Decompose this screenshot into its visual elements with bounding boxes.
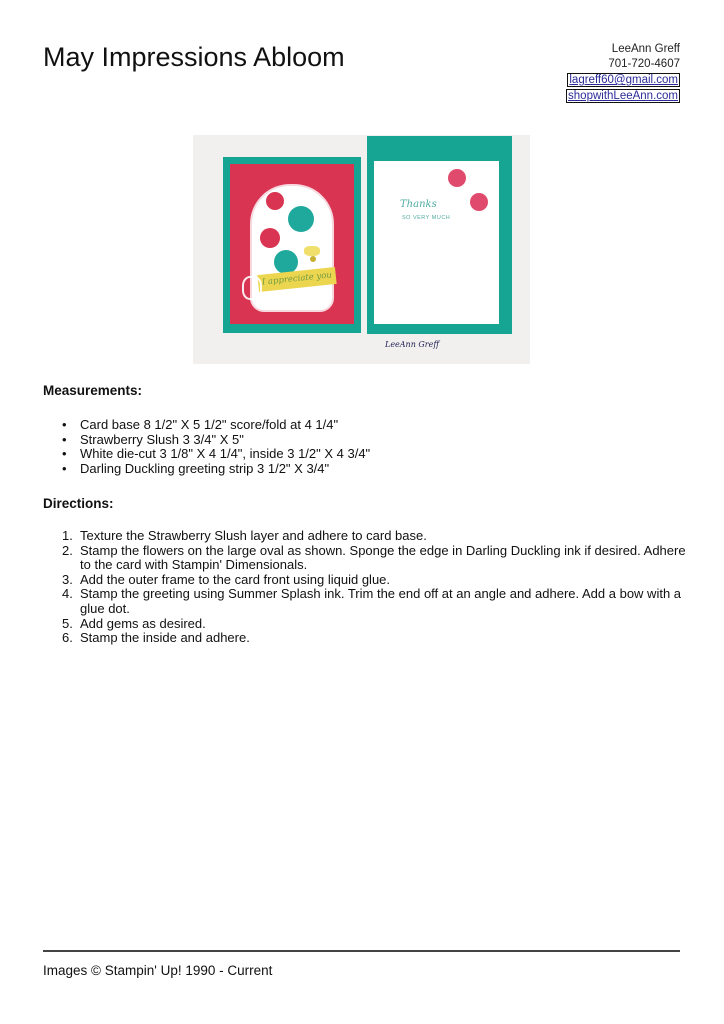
flower-icon <box>470 193 488 211</box>
list-item: 5. Add gems as desired. <box>62 615 206 631</box>
list-item: 1. Texture the Strawberry Slush layer and adhere to card base. <box>62 528 427 543</box>
list-item: 2. Stamp the flowers on the large oval as shown. Sponge the edge in Darling Duckling ink if desired. Adhere to the card with Stampin' Dimensionals. <box>62 542 686 573</box>
list-item: 3. Add the outer frame to the card front using liquid glue. <box>62 571 391 587</box>
footer-divider <box>43 950 680 952</box>
strawberry-slush-layer <box>230 164 354 324</box>
inside-greeting: Thanks <box>400 199 437 210</box>
signature-watermark: LeeAnn Greff <box>385 340 440 349</box>
flower-icon <box>448 169 466 187</box>
contact-phone: 701-720-4607 <box>608 58 680 70</box>
white-oval-diecut <box>250 184 334 312</box>
list-item: 4. Stamp the greeting using Summer Splash ink. Trim the end off at an angle and adhere. Add a bow with a glue dot. <box>62 586 682 616</box>
measurements-heading: Measurements: <box>43 383 143 398</box>
list-item: • Strawberry Slush 3 3/4" X 5" <box>62 433 370 448</box>
flower-icon <box>266 192 284 210</box>
leaf-icon <box>304 246 320 256</box>
ribbon-bow-icon <box>242 276 262 300</box>
email-link[interactable]: lagreff60@gmail.com <box>569 74 678 86</box>
page-title: May Impressions Abloom <box>43 42 345 72</box>
contact-name: LeeAnn Greff <box>611 43 680 55</box>
gem-icon <box>310 256 316 262</box>
inside-white-panel <box>374 161 499 324</box>
flower-icon <box>260 228 280 248</box>
footer-copyright: Images © Stampin' Up! 1990 - Current <box>43 963 273 978</box>
inside-subgreeting: SO VERY MUCH <box>402 215 451 221</box>
website-link[interactable]: shopwithLeeAnn.com <box>568 90 678 102</box>
list-item: 6. Stamp the inside and adhere. <box>62 630 250 646</box>
contact-block <box>566 42 680 104</box>
card-photo <box>193 135 530 364</box>
flower-icon <box>288 206 314 232</box>
measurements-list <box>62 418 370 476</box>
card-front <box>223 157 361 333</box>
directions-heading: Directions: <box>43 496 114 511</box>
list-item: • Darling Duckling greeting strip 3 1/2" X 3/4" <box>62 462 370 477</box>
card-inside <box>367 136 512 334</box>
directions-list <box>62 529 692 646</box>
greeting-strip: I appreciate you <box>257 267 336 292</box>
list-item: • Card base 8 1/2" X 5 1/2" score/fold at 4 1/4" <box>62 418 370 433</box>
list-item: • White die-cut 3 1/8" X 4 1/4", inside 3 1/2" X 4 3/4" <box>62 447 370 462</box>
